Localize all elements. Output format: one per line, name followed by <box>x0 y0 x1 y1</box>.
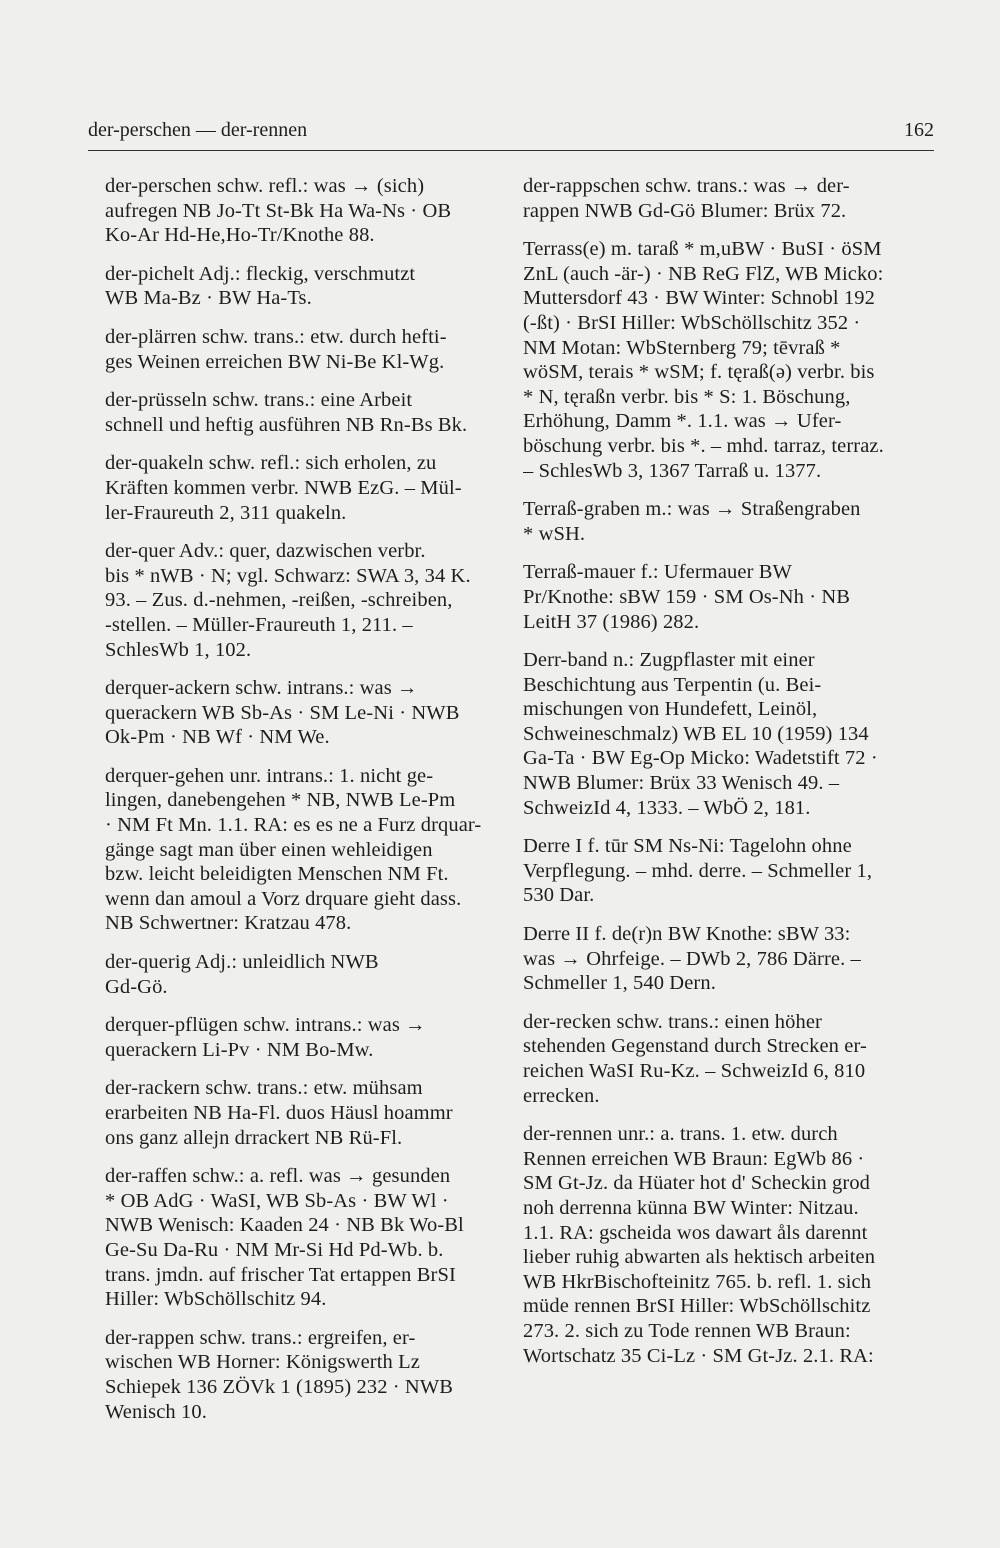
entry-line: Gd-Gö. <box>105 975 168 998</box>
entry-line: aufregen NB Jo-Tt St-Bk Ha Wa-Ns · OB <box>105 199 452 222</box>
entry-line: · NM Ft Mn. 1.1. RA: es es ne a Furz drquar- <box>105 814 482 837</box>
entry-line: Beschichtung aus Terpentin (u. Bei- <box>523 673 822 696</box>
entry-line: querackern Li-Pv · NM Bo-Mw. <box>105 1038 374 1061</box>
entry-line: Wenisch 10. <box>105 1400 207 1423</box>
entry-line: trans. jmdn. auf frischer Tat ertappen BrSI <box>105 1263 456 1286</box>
entry-line: der-rappen schw. trans.: ergreifen, er- <box>105 1326 416 1349</box>
entry-line: NB Schwertner: Kratzau 478. <box>105 912 352 935</box>
dictionary-entry <box>105 1164 489 1312</box>
dictionary-entry <box>523 1010 907 1108</box>
entry-line: Derre I f. tūr SM Ns-Ni: Tagelohn ohne <box>523 835 852 858</box>
entry-line: Ko-Ar Hd-He,Ho-Tr/Knothe 88. <box>105 224 375 247</box>
entry-line: lieber ruhig abwarten als hektisch arbeiten <box>523 1246 876 1269</box>
entry-line: derquer-pflügen schw. intrans.: was → <box>105 1014 426 1037</box>
dictionary-entry <box>523 834 907 908</box>
entry-line: der-prüsseln schw. trans.: eine Arbeit <box>105 389 413 412</box>
dictionary-entry <box>105 325 489 374</box>
entry-line: bzw. leicht beleidigten Menschen NM Ft. <box>105 863 449 886</box>
entry-line: was → Ohrfeige. – DWb 2, 786 Därre. – <box>523 947 861 970</box>
entry-line: der-perschen schw. refl.: was → (sich) <box>105 175 425 197</box>
entry-line: Ga-Ta · BW Eg-Op Micko: Wadetstift 72 · <box>523 747 878 770</box>
entry-line: der-pichelt Adj.: fleckig, verschmutzt <box>105 262 416 285</box>
entry-line: 530 Dar. <box>523 884 595 907</box>
entry-line: Schmeller 1, 540 Dern. <box>523 972 716 995</box>
entry-line: bis * nWB · N; vgl. Schwarz: SWA 3, 34 K. <box>105 564 471 587</box>
entry-line: * wSH. <box>523 522 586 545</box>
entry-line: * OB AdG · WaSI, WB Sb-As · BW Wl · <box>105 1189 449 1212</box>
entry-line: Ge-Su Da-Ru · NM Mr-Si Hd Pd-Wb. b. <box>105 1238 444 1261</box>
entry-line: SchweizId 4, 1333. – WbÖ 2, 181. <box>523 796 811 819</box>
entry-line: mischungen von Hundefett, Leinöl, <box>523 698 818 721</box>
entry-line: Pr/Knothe: sBW 159 · SM Os-Nh · NB <box>523 585 851 608</box>
entry-line: lingen, danebengehen * NB, NWB Le-Pm <box>105 789 456 812</box>
entry-line: NM Motan: WbSternberg 79; tēvraß * <box>523 336 841 359</box>
entry-line: 93. – Zus. d.-nehmen, -reißen, -schreiben, <box>105 589 453 612</box>
dictionary-entry <box>105 764 489 936</box>
entry-line: der-rappschen schw. trans.: was → der- <box>523 175 850 197</box>
entry-line: Verpflegung. – mhd. derre. – Schmeller 1, <box>523 859 873 882</box>
dictionary-entry <box>523 497 907 546</box>
left-column <box>105 174 489 1438</box>
entry-line: Wortschatz 35 Ci-Lz · SM Gt-Jz. 2.1. RA: <box>523 1344 874 1367</box>
dictionary-entry <box>523 1122 907 1368</box>
dictionary-entry <box>105 388 489 437</box>
entry-line: der-rackern schw. trans.: etw. mühsam <box>105 1077 423 1100</box>
entry-line: Ok-Pm · NB Wf · NM We. <box>105 726 330 749</box>
running-title: der-perschen — der-rennen <box>88 119 308 141</box>
page-number: 162 <box>904 119 934 141</box>
entry-line: der-quer Adv.: quer, dazwischen verbr. <box>105 540 426 563</box>
entry-line: querackern WB Sb-As · SM Le-Ni · NWB <box>105 701 460 724</box>
entry-line: schnell und heftig ausführen NB Rn-Bs Bk. <box>105 413 468 436</box>
entry-line: Terraß-mauer f.: Ufermauer BW <box>523 561 792 584</box>
dictionary-entry <box>105 1076 489 1150</box>
entry-line: der-raffen schw.: a. refl. was → gesunden <box>105 1165 451 1188</box>
entry-line: Muttersdorf 43 · BW Winter: Schnobl 192 <box>523 287 875 310</box>
entry-line: stehenden Gegenstand durch Strecken er- <box>523 1035 867 1058</box>
entry-line: erarbeiten NB Ha-Fl. duos Häusl hoammr <box>105 1102 453 1124</box>
entry-line: wenn dan amoul a Vorz drquare gieht dass. <box>105 887 462 910</box>
entry-line: wischen WB Horner: Königswerth Lz <box>105 1351 420 1374</box>
entry-line: WB HkrBischofteinitz 765. b. refl. 1. sich <box>523 1270 872 1293</box>
running-header <box>88 116 934 144</box>
dictionary-entry <box>105 174 489 248</box>
entry-line: ges Weinen erreichen BW Ni-Be Kl-Wg. <box>105 350 445 373</box>
entry-line: * N, tęraßn verbr. bis * S: 1. Böschung, <box>523 385 851 408</box>
entry-line: der-rennen unr.: a. trans. 1. etw. durch <box>523 1123 838 1146</box>
entry-line: der-querig Adj.: unleidlich NWB <box>105 951 379 974</box>
entry-line: reichen WaSI Ru-Kz. – SchweizId 6, 810 <box>523 1060 866 1082</box>
dictionary-entry <box>105 1013 489 1062</box>
dictionary-entry <box>523 648 907 820</box>
entry-line: der-recken schw. trans.: einen höher <box>523 1010 822 1033</box>
entry-line: müde rennen BrSI Hiller: WbSchöllschitz <box>523 1295 871 1318</box>
dictionary-entry <box>105 451 489 525</box>
entry-line: SchlesWb 1, 102. <box>105 638 252 661</box>
entry-line: WB Ma-Bz · BW Ha-Ts. <box>105 287 312 310</box>
entry-line: ons ganz allejn drrackert NB Rü-Fl. <box>105 1126 403 1149</box>
entry-line: der-quakeln schw. refl.: sich erholen, zu <box>105 452 437 475</box>
dictionary-entry <box>105 1326 489 1424</box>
entry-line: Terraß-graben m.: was → Straßengraben <box>523 498 861 521</box>
entry-line: Schiepek 136 ZÖVk 1 (1895) 232 · NWB <box>105 1375 454 1398</box>
entry-line: SM Gt-Jz. da Hüater hot d' Scheckin grod <box>523 1172 871 1195</box>
entry-line: -stellen. – Müller-Fraureuth 1, 211. – <box>105 613 413 636</box>
entry-line: 273. 2. sich zu Tode rennen WB Braun: <box>523 1319 851 1342</box>
entry-line: Terrass(e) m. taraß * m,uBW · BuSI · öSM <box>523 238 882 261</box>
entry-line: ler-Fraureuth 2, 311 quakeln. <box>105 501 347 524</box>
entry-line: noh derrenna künna BW Winter: Nitzau. <box>523 1196 859 1219</box>
dictionary-entry <box>105 950 489 999</box>
entry-line: Schweineschmalz) WB EL 10 (1959) 134 <box>523 722 869 745</box>
entry-line: ZnL (auch -är-) · NB ReG FlZ, WB Micko: <box>523 262 884 285</box>
entry-line: böschung verbr. bis *. – mhd. tarraz, terraz. <box>523 434 884 457</box>
entry-line: Erhöhung, Damm *. 1.1. was → Ufer- <box>523 410 842 433</box>
entry-line: Hiller: WbSchöllschitz 94. <box>105 1288 327 1311</box>
right-column <box>523 174 907 1382</box>
dictionary-entry <box>523 174 907 223</box>
dictionary-entry <box>105 676 489 750</box>
entry-line: 1.1. RA: gscheida wos dawart åls darennt <box>523 1221 868 1244</box>
dictionary-entry <box>523 560 907 634</box>
dictionary-entry <box>105 539 489 662</box>
dictionary-entry <box>523 922 907 996</box>
header-rule <box>88 150 934 151</box>
entry-line: Derr-band n.: Zugpflaster mit einer <box>523 649 815 672</box>
entry-line: NWB Blumer: Brüx 33 Wenisch 49. – <box>523 772 840 795</box>
entry-line: (-ßt) · BrSI Hiller: WbSchöllschitz 352 · <box>523 311 861 334</box>
entry-line: LeitH 37 (1986) 282. <box>523 610 700 633</box>
entry-line: derquer-ackern schw. intrans.: was → <box>105 677 418 700</box>
entry-line: der-plärren schw. trans.: etw. durch hefti- <box>105 325 447 348</box>
entry-line: wöSM, terais * wSM; f. tęraß(ə) verbr. bis <box>523 361 875 384</box>
dictionary-entry <box>523 237 907 483</box>
entry-line: rappen NWB Gd-Gö Blumer: Brüx 72. <box>523 199 847 222</box>
entry-line: errecken. <box>523 1084 600 1107</box>
entry-line: gänge sagt man über einen wehleidigen <box>105 838 433 861</box>
entry-line: NWB Wenisch: Kaaden 24 · NB Bk Wo-Bl <box>105 1214 464 1237</box>
entry-line: Rennen erreichen WB Braun: EgWb 86 · <box>523 1147 865 1170</box>
dictionary-entry <box>105 262 489 311</box>
entry-line: derquer-gehen unr. intrans.: 1. nicht ge- <box>105 764 434 787</box>
entry-line: Derre II f. de(r)n BW Knothe: sBW 33: <box>523 923 851 946</box>
entry-line: – SchlesWb 3, 1367 Tarraß u. 1377. <box>523 459 822 482</box>
entry-line: Kräften kommen verbr. NWB EzG. – Mül- <box>105 476 462 499</box>
